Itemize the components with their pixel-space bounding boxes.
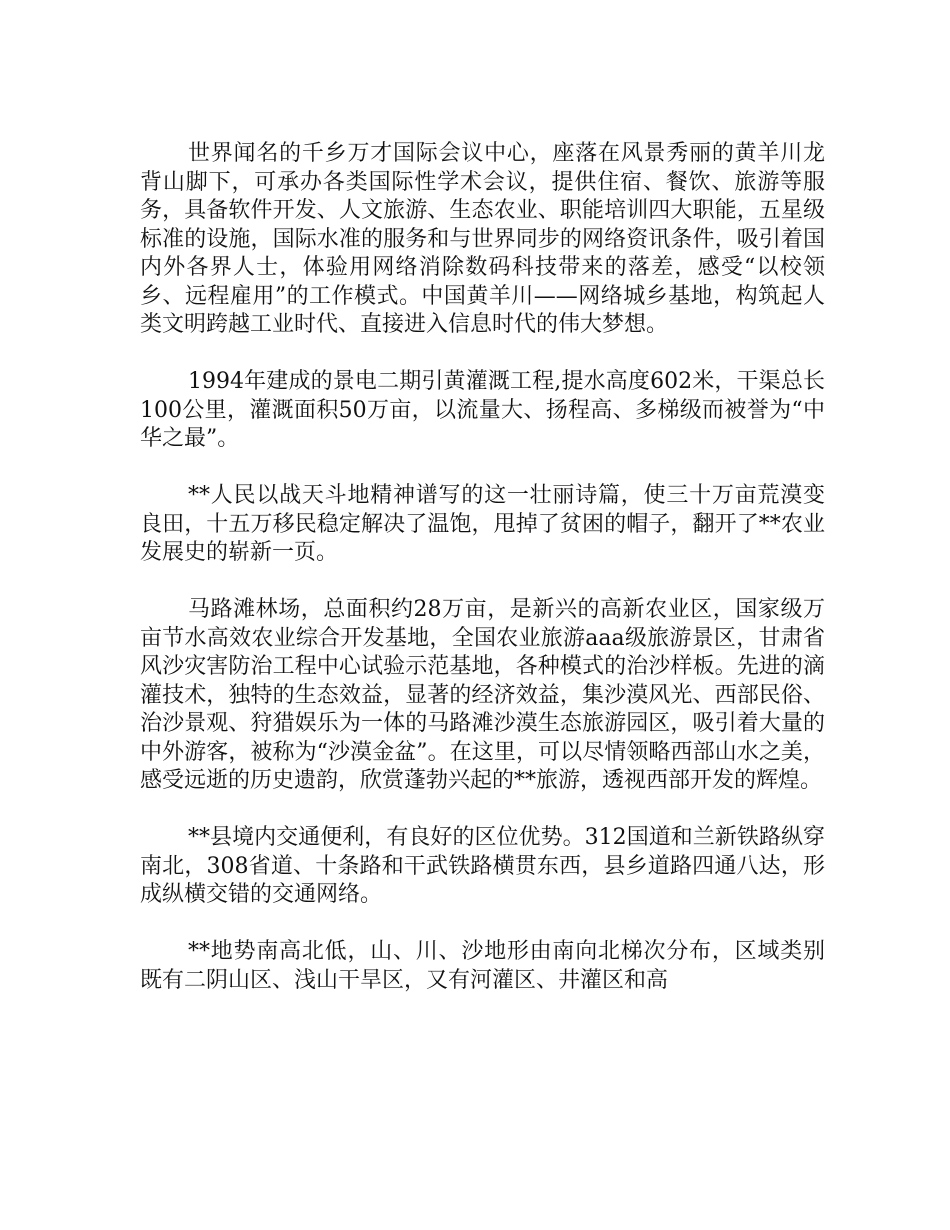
document-body bbox=[140, 140, 825, 1024]
paragraph-conference-center: 世界闻名的千乡万才国际会议中心，座落在风景秀丽的黄羊川龙背山脚下，可承办各类国际性学术会议，提供住宿、餐饮、旅游等服务，具备软件开发、人文旅游、生态农业、职能培训四大职能，五星级标准的设施，国际水准的服务和与世界同步的网络资讯条件，吸引着国内外各界人士，体验用网络消除数码科技带来的落差，感受“以校领乡、远程雇用”的工作模式。中国黄羊川——网络城乡基地，构筑起人类文明跨越工业时代、直接进入信息时代的伟大梦想。 bbox=[140, 141, 825, 337]
paragraph-terrain: **地势南高北低，山、川、沙地形由南向北梯次分布，区域类别既有二阴山区、浅山干旱区，又有河灌区、井灌区和高 bbox=[140, 939, 825, 993]
paragraph-transportation: **县境内交通便利，有良好的区位优势。312国道和兰新铁路纵穿南北，308省道、十条路和干武铁路横贯东西，县乡道路四通八达，形成纵横交错的交通网络。 bbox=[140, 825, 825, 907]
paragraph-desert-reclamation: **人民以战天斗地精神谱写的这一壮丽诗篇，使三十万亩荒漠变良田，十五万移民稳定解决了温饱，甩掉了贫困的帽子，翻开了**农业发展史的崭新一页。 bbox=[140, 483, 825, 565]
paragraph-irrigation-project: 1994年建成的景电二期引黄灌溉工程,提水高度602米，干渠总长100公里，灌溉面积50万亩，以流量大、扬程高、多梯级而被誉为“中华之最”。 bbox=[140, 369, 825, 451]
paragraph-malutan-forest-farm: 马路滩林场，总面积约28万亩，是新兴的高新农业区，国家级万亩节水高效农业综合开发基地，全国农业旅游aaa级旅游景区，甘肃省风沙灾害防治工程中心试验示范基地，各种模式的治沙样板。先进的滴灌技术，独特的生态效益，显著的经济效益，集沙漠风光、西部民俗、治沙景观、狩猎娱乐为一体的马路滩沙漠生态旅游园区，吸引着大量的中外游客，被称为“沙漠金盆”。在这里，可以尽情领略西部山水之美，感受远逝的历史遗韵，欣赏蓬勃兴起的**旅游，透视西部开发的辉煌。 bbox=[140, 597, 825, 793]
